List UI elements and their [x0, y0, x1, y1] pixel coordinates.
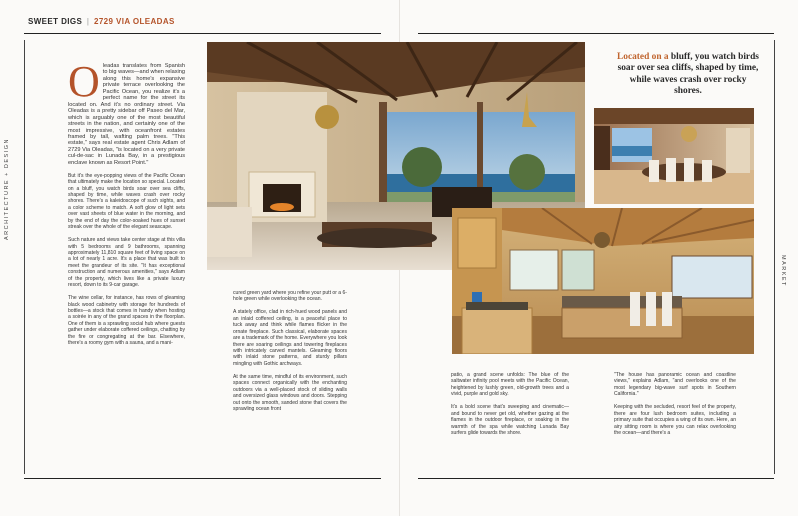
left-margin-rule [24, 40, 25, 474]
paragraph: Such nature and views take center stage at this villa with 5 bedrooms and 9 bathrooms, spanning approximately 11,810 square feet of living space on a lot of nearly 1 acre. It's a place that was built to meet the grandeur of its site. "It has exceptional construction and numerous amenities," says Adlam of the property, which lives like a private luxury resort, down to its 9-car garage. [68, 237, 185, 289]
paragraph: But it's the eye-popping views of the Pacific Ocean that ultimately make the location so special. Located on a bluff, you watch birds soar over sea cliffs, shaped by time, while waves crash over rocky shores. There's a kaleidoscope of such sights, and a color scheme to match. A soft glow of light sets over vast sheets of blue water in the morning, and by the end of day the color-soaked hues of sunset streak over the whole of the elegant seascape. [68, 172, 185, 231]
header-separator: | [86, 17, 90, 26]
paragraph: It's a bold scene that's sweeping and cinematic—and bound to never get old, whether gazing at the flames in the outdoor fireplace, or soaking in the warmth of the spa while watching Lunada Bay surfers glide towards the shore. [451, 404, 569, 437]
footer-rule-left [24, 478, 381, 479]
pull-quote-text: bluff, you watch birds soar over sea cliffs, shaped by time, while waves crash over rocky shores. [617, 52, 759, 97]
page-header [28, 17, 175, 26]
paragraph: patio, a grand scene unfolds: The blue of the saltwater infinity pool meets with the Pacific Ocean, heightened by lushly green, old-growth trees and a vivid, purple and gold sky. [451, 372, 569, 398]
paragraph: cured green yard where you refine your putt or a 6-hole green while overlooking the ocean. [233, 290, 347, 303]
header-rule-right [418, 33, 774, 34]
dining-room-photo [594, 108, 754, 204]
paragraph: At the same time, mindful of its environment, such spaces connect organically with the enchanting outdoors via a well-placed stock of sliding walls and oversized glass windows and doors. Stepping out onto the smooth, sanded stone that covers the sprawling ocean front [233, 373, 347, 413]
section-title: SWEET DIGS [28, 17, 83, 26]
kitchen-photo [452, 208, 754, 354]
article-column-1 [68, 63, 185, 476]
paragraph: Keeping with the secluded, resort feel of the property, there are four lush bedroom suites, including a primary suite that occupies a wing of its own. Here, an airy sitting room is where you can relax overlooking the ocean—and there's a [614, 404, 736, 437]
side-label-left: ARCHITECTURE + DESIGN [4, 138, 10, 240]
footer-rule-right [418, 478, 774, 479]
dropcap: O [68, 63, 100, 106]
right-margin-rule [774, 40, 775, 474]
header-rule-left [24, 33, 381, 34]
pull-quote [617, 52, 759, 98]
paragraph: leadas translates from Spanish to big waves—and when relaxing along this home's expansive private terrace overlooking the Pacific Ocean, you realize it's a perfect name for the street its located on. And it's no ordinary street. Via Oleadas is a pretty sidebar off Paseo del Mar, which is arguably one of the most beautiful streets in the nation, and certainly one of the most impressive, with oceanfront estates framed by tall, wafting palm trees. "This estate," says real estate agent Chris Adlam of 2729 Via Oleadas, "is located on a very private cul-de-sac in Lunada Bay, in a prestigious enclave known as Resort Point." [68, 63, 185, 166]
paragraph: The wine cellar, for instance, has rows of gleaming black wood cabinetry with storage for hundreds of bottles—a stock that comes in handy when hosting a soirée in any of the grand spaces in the floorplan. One of them is a sprawling social hub where guests gather under elaborate coffered ceilings, chatting by the fire or congregating at the bar. Elsewhere, there's a roomy gym with a sauna, and a mani- [68, 295, 185, 347]
article-column-3 [451, 372, 569, 476]
article-column-4 [614, 372, 736, 476]
side-label-right: MARKET [780, 255, 786, 287]
pull-quote-accent: Located on a [617, 52, 669, 62]
article-column-2 [233, 290, 347, 476]
paragraph: "The house has panoramic ocean and coastline views," explains Adlam, "and overlooks one of the most legendary big-wave surf spots in Southern California." [614, 372, 736, 398]
address-title: 2729 VIA OLEADAS [93, 17, 175, 26]
paragraph: A stately office, clad in rich-hued wood panels and an inlaid coffered ceiling, is a peaceful place to tuck away and think while flames flicker in the ornate fireplace. Such classical, elaborate spaces are a trademark of the home. Everywhere you look there are soaring ceilings and towering fireplaces with intricately carved mantels. Gleaming floors with inlaid stone patterns, and sturdy pillars mingling with Gothic archways. [233, 309, 347, 367]
